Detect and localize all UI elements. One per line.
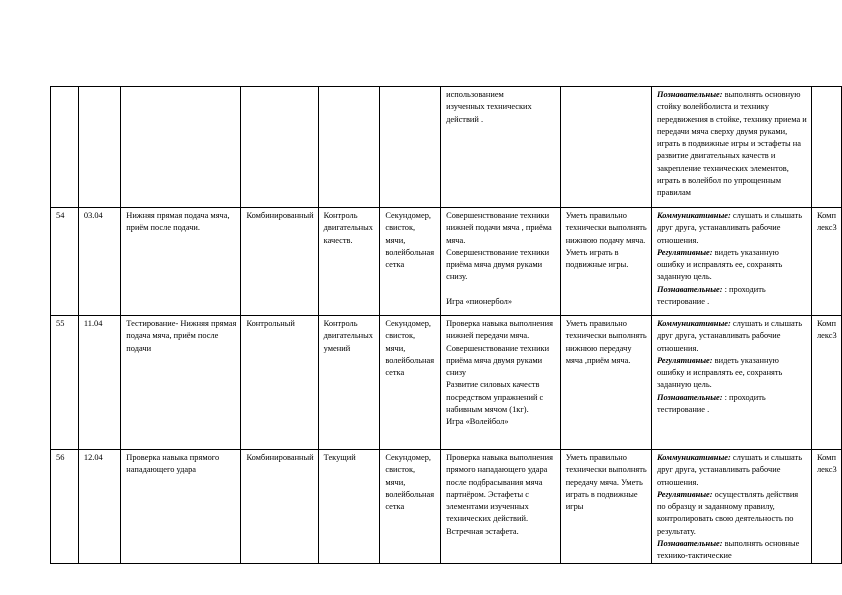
uud-text: видеть указанную ошибку и исправлять ее, сохранять заданную цель. xyxy=(656,355,783,390)
activity-line xyxy=(446,284,556,296)
activity-line: Проверка навыка выполнения нижней передачи мяча. xyxy=(446,319,553,341)
uud-item xyxy=(657,247,807,284)
uud-item xyxy=(657,89,807,200)
topic-cell: Проверка навыка прямого нападающего удара xyxy=(121,450,241,564)
activity-cell xyxy=(441,87,561,208)
uud-text: выполнять основные технико-тактические xyxy=(656,539,800,561)
lesson-type-cell xyxy=(241,87,318,208)
uud-cell xyxy=(651,208,811,316)
date-cell: 12.04 xyxy=(78,450,120,564)
uud-label: Коммуникативные: xyxy=(656,319,731,328)
lesson-type-cell: Контрольный xyxy=(241,316,318,450)
uud-item xyxy=(657,538,807,563)
control-cell: Контроль двигательных умений xyxy=(318,316,380,450)
date-cell xyxy=(78,87,120,208)
uud-label: Познавательные: xyxy=(656,90,723,99)
uud-label: Познавательные: xyxy=(656,539,723,549)
activity-line: использованием xyxy=(446,90,504,99)
uud-label: Познавательные: xyxy=(656,392,723,402)
equipment-cell: Секундомер, свисток, мячи, волейбольная сетка xyxy=(380,450,441,564)
subject-results-cell: Уметь правильно технически выполнять передачу мяча. Уметь играть в подвижные игры xyxy=(560,450,651,564)
activity-line: Встречная эстафета. xyxy=(446,526,519,536)
uud-label: Познавательные: xyxy=(656,284,723,294)
extra-cell xyxy=(811,87,841,208)
lesson-number-cell xyxy=(51,87,79,208)
lesson-type-cell: Комбинированный xyxy=(241,450,318,564)
activity-line: Игра «пионербол» xyxy=(446,296,513,306)
lesson-number-cell: 56 xyxy=(51,450,79,564)
uud-label: Коммуникативные: xyxy=(656,211,731,220)
uud-cell xyxy=(651,316,811,450)
table-row xyxy=(51,316,842,450)
lesson-type-cell: Комбинированный xyxy=(241,208,318,316)
uud-text: слушать и слышать друг друга, устанавливать рабочие отношения. xyxy=(656,211,803,245)
table-row xyxy=(51,450,842,564)
uud-label: Коммуникативные: xyxy=(656,453,731,462)
activity-line: действий . xyxy=(446,114,484,124)
date-cell: 03.04 xyxy=(78,208,120,316)
uud-label: Регулятивные: xyxy=(656,355,713,365)
uud-item xyxy=(657,284,807,309)
uud-text: осуществлять действия по образцу и заданному правилу, контролировать свою деятельность по результату. xyxy=(656,489,799,536)
lesson-plan-table xyxy=(50,86,842,564)
uud-label: Регулятивные: xyxy=(656,247,713,257)
subject-results-cell: Уметь правильно технически выполнять нижнюю подачу мяча. Уметь играть в подвижные игры. xyxy=(560,208,651,316)
subject-results-cell xyxy=(560,87,651,208)
topic-cell: Тестирование- Нижняя прямая подача мяча, приём после подачи xyxy=(121,316,241,450)
control-cell: Текущий xyxy=(318,450,380,564)
uud-item xyxy=(657,392,807,417)
uud-item xyxy=(657,452,807,489)
control-cell: Контроль двигательных качеств. xyxy=(318,208,380,316)
equipment-cell: Секундомер, свисток, мячи, волейбольная сетка xyxy=(380,316,441,450)
topic-cell xyxy=(121,87,241,208)
control-cell xyxy=(318,87,380,208)
lesson-number-cell: 54 xyxy=(51,208,79,316)
table-row xyxy=(51,208,842,316)
uud-label: Регулятивные: xyxy=(656,489,713,499)
uud-text: слушать и слышать друг друга, устанавливать рабочие отношения. xyxy=(656,319,803,353)
activity-line: Совершенствование техники приёма мяча двумя руками снизу xyxy=(446,343,550,378)
activity-line: Совершенствование техники приёма мяча двумя руками снизу. xyxy=(446,247,550,282)
uud-cell xyxy=(651,450,811,564)
uud-text: слушать и слышать друг друга, устанавливать рабочие отношения. xyxy=(656,453,803,487)
subject-results-cell: Уметь правильно технически выполнять нижнюю передачу мяча ,приём мяча. xyxy=(560,316,651,450)
uud-text: : проходить тестирование . xyxy=(656,284,766,307)
date-cell: 11.04 xyxy=(78,316,120,450)
uud-item xyxy=(657,210,807,247)
activity-line: Проверка навыка выполнения прямого нападающего удара после подбрасывания мяча партнёром. Эстафеты с элементами изученных технических действий. xyxy=(446,453,553,524)
extra-cell: Комп лекс3 xyxy=(811,450,841,564)
activity-line: Совершенствование техники нижней подачи мяча , приёма мяча. xyxy=(446,211,552,245)
uud-text: видеть указанную ошибку и исправлять ее, сохранять заданную цель. xyxy=(656,247,783,282)
uud-item xyxy=(657,489,807,538)
activity-line: Развитие силовых качеств посредством упражнений с набивным мячом (1кг). xyxy=(446,380,544,415)
uud-cell xyxy=(651,87,811,208)
topic-cell: Нижняя прямая подача мяча, приём после подачи. xyxy=(121,208,241,316)
activity-line: Игра «Волейбол» xyxy=(446,417,509,427)
equipment-cell xyxy=(380,87,441,208)
uud-text: выполнять основную стойку волейболиста и технику передвижения в стойке, технику приема и передачи мяча сверху двумя руками, играть в подвижные игры и эстафеты на развитие двигательных качеств и закрепление технических элементов, играть в волейбол по упрощенным правилам xyxy=(656,90,807,198)
activity-cell xyxy=(441,450,561,564)
uud-item xyxy=(657,355,807,392)
activity-cell xyxy=(441,316,561,450)
uud-text: : проходить тестирование . xyxy=(656,392,766,415)
lesson-number-cell: 55 xyxy=(51,316,79,450)
table-row xyxy=(51,87,842,208)
extra-cell: Комп лекс3 xyxy=(811,208,841,316)
equipment-cell: Секундомер, свисток, мячи, волейбольная сетка xyxy=(380,208,441,316)
uud-item xyxy=(657,318,807,355)
activity-cell xyxy=(441,208,561,316)
extra-cell: Комп лекс3 xyxy=(811,316,841,450)
activity-line: изученных технических xyxy=(446,102,532,112)
